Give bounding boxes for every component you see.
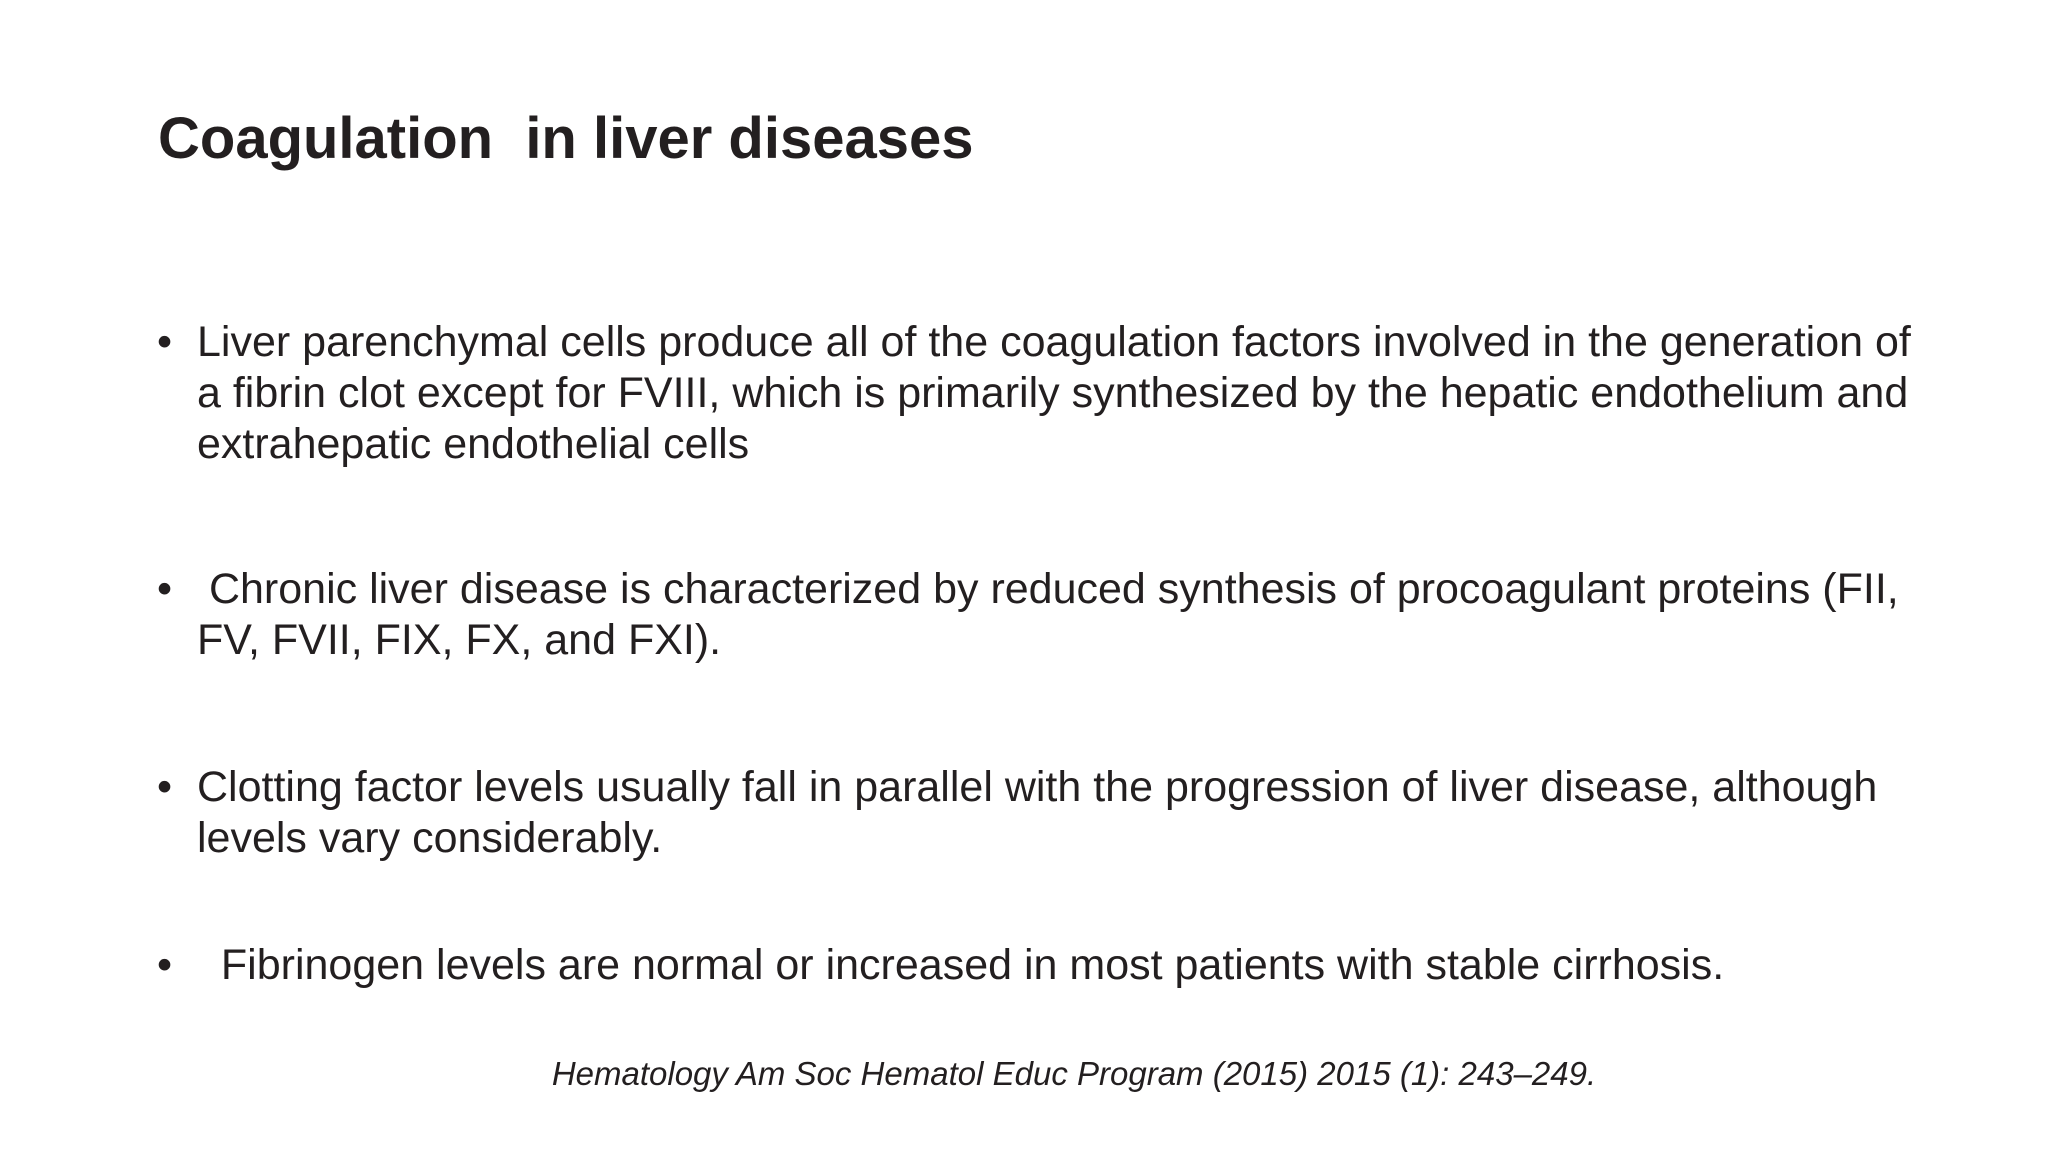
bullet-marker: • [157, 565, 173, 613]
bullet-marker: • [157, 318, 173, 366]
bullet-text: Liver parenchymal cells produce all of the coagulation factors involved in the generation of a fibrin clot except for FVIII, which is primarily synthesized by the hepatic endothelium and extrahepatic endothelial cells [197, 318, 1923, 468]
bullet-text: Chronic liver disease is characterized by reduced synthesis of procoagulant proteins (FII, FV, FVII, FIX, FX, and FXI). [197, 565, 1911, 664]
bullet-marker: • [157, 941, 173, 989]
bullet-marker: • [157, 763, 173, 811]
bullet-item [157, 762, 1917, 864]
bullet-item [157, 940, 1917, 991]
slide-title: Coagulation in liver diseases [158, 106, 974, 171]
bullet-item [157, 317, 1923, 470]
citation: Hematology Am Soc Hematol Educ Program (2015) 2015 (1): 243–249. [551, 1055, 1597, 1092]
bullet-item [157, 564, 1917, 666]
bullet-text: Clotting factor levels usually fall in parallel with the progression of liver disease, although levels vary considerably. [197, 763, 1890, 862]
bullet-text: Fibrinogen levels are normal or increased in most patients with stable cirrhosis. [197, 941, 1725, 989]
